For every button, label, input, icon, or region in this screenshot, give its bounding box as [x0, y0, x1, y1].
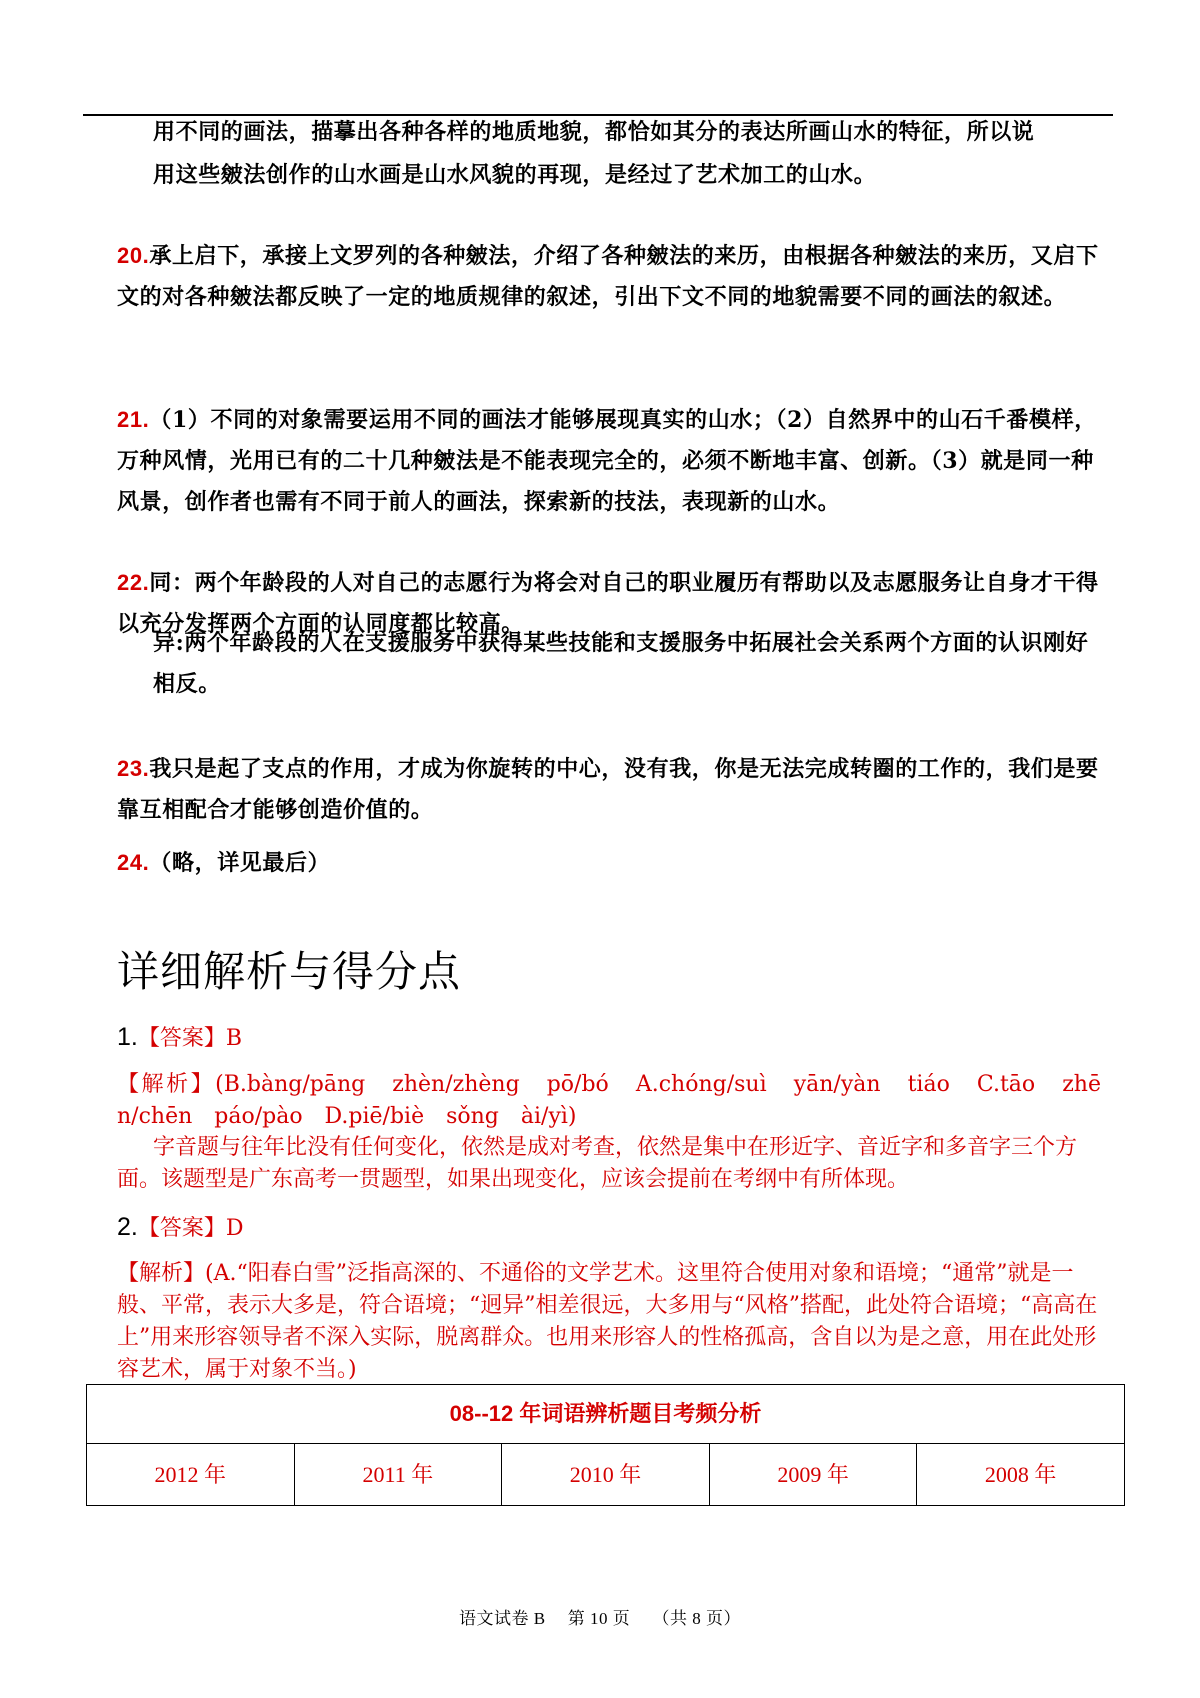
question-number: 2.: [117, 1213, 138, 1241]
answer-23: [117, 748, 1101, 831]
table-cell: 2011 年: [295, 1444, 503, 1506]
table-caption: 08--12 年词语辨析题目考频分析: [87, 1385, 1124, 1444]
section-title: 详细解析与得分点: [117, 947, 462, 996]
answer-text: （1）不同的对象需要运用不同的画法才能够展现真实的山水；（2）自然界中的山石千番模样，万种风情，光用已有的二十几种皴法是不能表现完全的，必须不断地丰富、创新。（3）就是同一种风景，创作者也需有不同于前人的画法，探索新的技法，表现新的山水。: [117, 407, 1097, 515]
analysis-text: (A.“阳春白雪”泛指高深的、不通俗的文学艺术。这里符合使用对象和语境；“通常”就是一般、平常，表示大多是，符合语境；“迥异”相差很远，大多用与“风格”搭配，此处符合语境；“高高在上”用来形容领导者不深入实际，脱离群众。也用来形容人的性格孤高，含自以为是之意，用在此处形容艺术，属于对象不当。): [117, 1261, 1098, 1382]
answer-number: 23.: [117, 756, 150, 781]
answer-20: [117, 235, 1101, 318]
table-cell: 2009 年: [710, 1444, 918, 1506]
q1-pinyin-line-1: [117, 1069, 1101, 1101]
question-2-header: [117, 1210, 244, 1246]
analysis-label: 【解析】: [117, 1072, 216, 1097]
frequency-table: [86, 1384, 1125, 1506]
answer-24: [117, 842, 1101, 884]
answer-number: 24.: [117, 850, 150, 875]
table-row: [87, 1444, 1124, 1506]
page-footer: 语文试卷 B 第 10 页 （共 8 页）: [458, 1609, 742, 1628]
question-1-header: [117, 1020, 242, 1056]
continuation-line-2: 用这些皴法创作的山水画是山水风貌的再现，是经过了艺术加工的山水。: [153, 162, 877, 188]
q1-comment: 字音题与往年比没有任何变化，依然是成对考查，依然是集中在形近字、音近字和多音字三个方面。该题型是广东高考一贯题型，如果出现变化，应该会提前在考纲中有所体现。: [117, 1135, 1078, 1192]
answer-text: 同：两个年龄段的人对自己的志愿行为将会对自己的职业履历有帮助以及志愿服务让自身才干得以充分发挥两个方面的认同度都比较高。: [117, 570, 1099, 637]
answer-text: 承上启下，承接上文罗列的各种皴法，介绍了各种皴法的来历，由根据各种皴法的来历，又启下文的对各种皴法都反映了一定的地质规律的叙述，引出下文不同的地貌需要不同的画法的叙述。: [117, 243, 1099, 310]
answer-number: 21.: [117, 407, 150, 432]
answer-number: 22.: [117, 570, 150, 595]
answer-label: 【答案】D: [137, 1216, 244, 1241]
answer-22-part2: 异:两个年龄段的人在支援服务中获得某些技能和支援服务中拓展社会关系两个方面的认识刚好相反。: [153, 630, 1089, 697]
q2-analysis: [117, 1258, 1101, 1386]
question-number: 1.: [117, 1023, 138, 1051]
pinyin-text: (B.bàng/pāng zhèn/zhèng pō/bó A.chóng/suì yān/yàn tiáo C.tāo zhē: [215, 1072, 1101, 1097]
analysis-label: 【解析】: [117, 1261, 206, 1286]
answer-text: 我只是起了支点的作用，才成为你旋转的中心，没有我，你是无法完成转圈的工作的，我们是要靠互相配合才能够创造价值的。: [117, 756, 1099, 823]
continuation-line-1: 用不同的画法，描摹出各种各样的地质地貌，都恰如其分的表达所画山水的特征，所以说: [153, 119, 1035, 145]
table-cell: 2012 年: [87, 1444, 295, 1506]
answer-label: 【答案】B: [137, 1026, 243, 1051]
answer-21: [117, 399, 1101, 523]
answer-text: （略，详见最后）: [149, 850, 331, 876]
answer-number: 20.: [117, 243, 150, 268]
table-cell: 2010 年: [502, 1444, 710, 1506]
table-cell: 2008 年: [984, 1462, 1057, 1487]
q1-pinyin-line-2: n/chēn páo/pào D.piē/biè sǒng ài/yì): [117, 1104, 577, 1129]
